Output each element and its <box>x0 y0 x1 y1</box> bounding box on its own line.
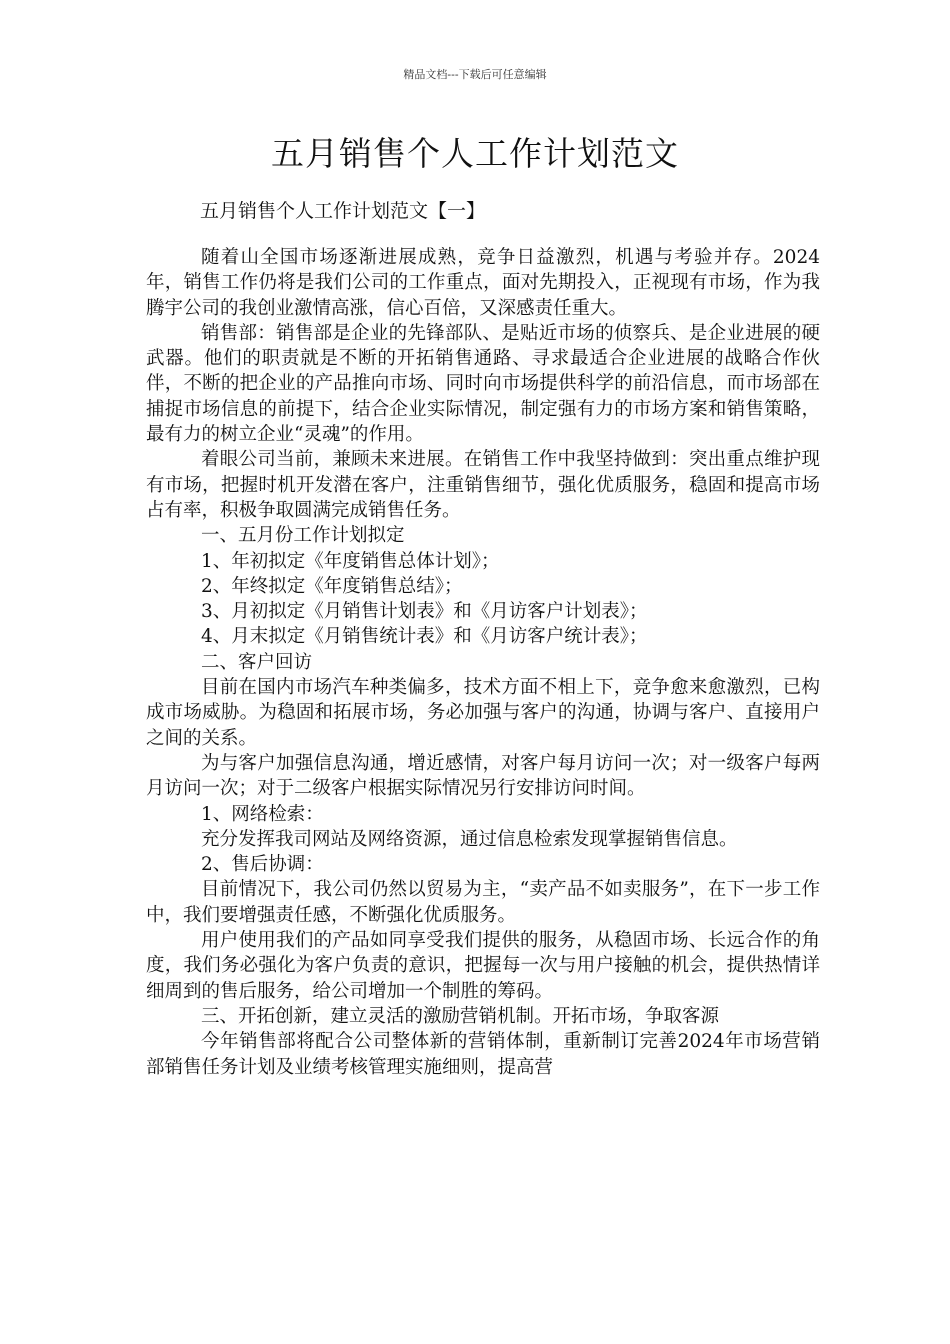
list-item: 2、年终拟定《年度销售总结》； <box>201 575 463 597</box>
subheading: 2、售后协调： <box>201 854 324 876</box>
paragraph: 今年销售部将配合公司整体新的营销体制，重新制订完善2024年市场营销部销售任务计划及业绩考核管理实施细则，提高营 <box>146 1031 820 1078</box>
section-heading: 三、开拓创新，建立灵活的激励营销机制。开拓市场，争取客源 <box>201 1005 720 1027</box>
section-heading: 二、客户回访 <box>201 651 313 673</box>
paragraph: 随着山全国市场逐渐进展成熟，竞争日益激烈，机遇与考验并存。2024年，销售工作仍将是我们公司的工作重点，面对先期投入，正视现有市场，作为我腾宇公司的我创业激情高涨，信心百倍，又深感责任重大。 <box>146 247 820 319</box>
paragraph: 目前在国内市场汽车种类偏多，技术方面不相上下，竞争愈来愈激烈，已构成市场威胁。为稳固和拓展市场，务必加强与客户的沟通，协调与客户、直接用户之间的关系。 <box>146 677 820 749</box>
paragraph: 销售部：销售部是企业的先锋部队、是贴近市场的侦察兵、是企业进展的硬武器。他们的职责就是不断的开拓销售通路、寻求最适合企业进展的战略合作伙伴，不断的把企业的产品推向市场、同时向市场提供科学的前沿信息，而市场部在捕捉市场信息的前提下，结合企业实际情况，制定强有力的市场方案和销售策略，最有力的树立企业“灵魂”的作用。 <box>146 322 820 446</box>
list-item: 1、年初拟定《年度销售总体计划》； <box>201 550 500 572</box>
section-subtitle: 五月销售个人工作计划范文【一】 <box>200 200 486 222</box>
section-heading: 一、五月份工作计划拟定 <box>201 525 405 547</box>
document-title: 五月销售个人工作计划范文 <box>271 134 679 173</box>
page-header: 精品文档---下载后可任意编辑 <box>403 68 547 81</box>
subheading: 1、网络检索： <box>201 803 324 825</box>
document-body <box>146 245 820 1080</box>
list-item: 4、月末拟定《月销售统计表》和《月访客户统计表》； <box>201 626 648 648</box>
paragraph: 为与客户加强信息沟通，增近感情，对客户每月访问一次；对一级客户每两月访问一次；对于二级客户根据实际情况另行安排访问时间。 <box>146 752 820 800</box>
paragraph: 用户使用我们的产品如同享受我们提供的服务，从稳固市场、长远合作的角度，我们务必强化为客户负责的意识，把握每一次与用户接触的机会，提供热情详细周到的售后服务，给公司增加一个制胜的筹码。 <box>146 930 820 1002</box>
paragraph: 着眼公司当前，兼顾未来进展。在销售工作中我坚持做到：突出重点维护现有市场，把握时机开发潜在客户，注重销售细节，强化优质服务，稳固和提高市场占有率，积极争取圆满完成销售任务。 <box>146 449 820 521</box>
paragraph: 充分发挥我司网站及网络资源，通过信息检索发现掌握销售信息。 <box>201 828 738 850</box>
list-item: 3、月初拟定《月销售计划表》和《月访客户计划表》； <box>201 601 648 623</box>
paragraph: 目前情况下，我公司仍然以贸易为主，“卖产品不如卖服务”，在下一步工作中，我们要增强责任感，不断强化优质服务。 <box>146 879 820 926</box>
